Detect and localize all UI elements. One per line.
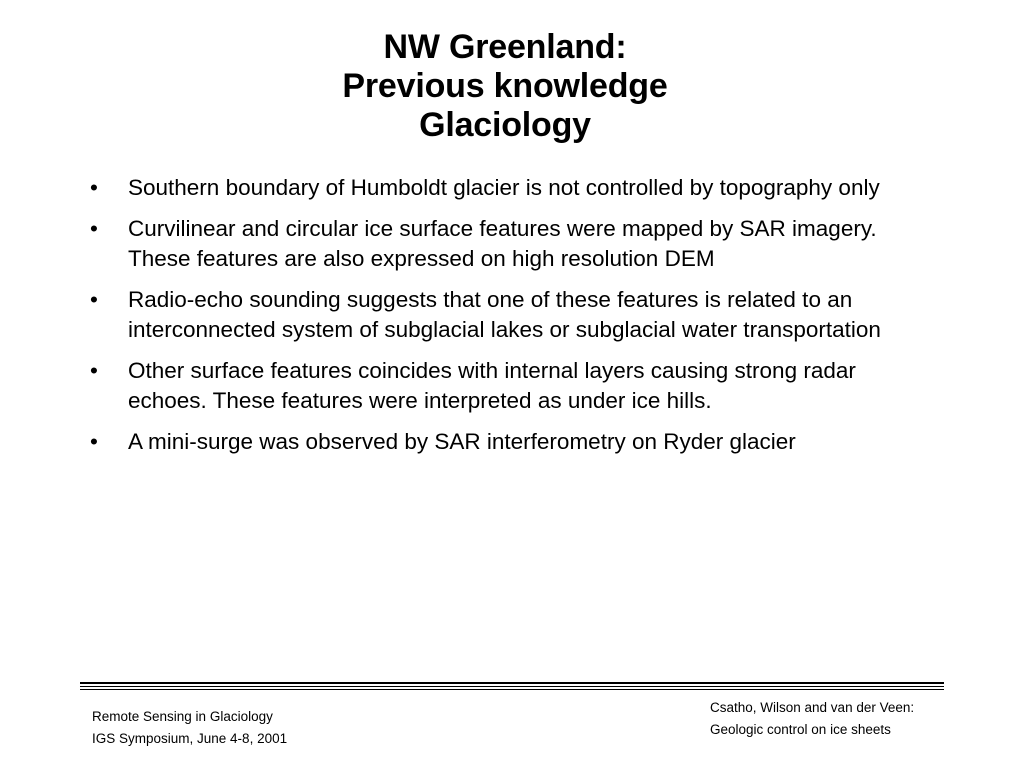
bullet-marker: • — [90, 216, 98, 241]
bullet-marker: • — [90, 287, 98, 312]
bullet-list — [90, 173, 900, 468]
footer-divider-thin — [80, 689, 944, 690]
bullet-text: Curvilinear and circular ice surface features were mapped by SAR imagery. These features are also expressed on high resolution DEM — [128, 216, 877, 271]
bullet-item — [90, 356, 900, 416]
bullet-marker: • — [90, 358, 98, 383]
slide-title — [0, 28, 1010, 145]
footer-divider-thin — [80, 686, 944, 687]
title-line-1: NW Greenland: — [383, 28, 627, 66]
bullet-text: Other surface features coincides with internal layers causing strong radar echoes. These features were interpreted as under ice hills. — [128, 358, 856, 413]
footer-talk-title: Geologic control on ice sheets — [710, 722, 891, 737]
bullet-item — [90, 427, 900, 457]
footer-course-name: Remote Sensing in Glaciology — [92, 709, 273, 724]
bullet-marker: • — [90, 175, 98, 200]
footer-right — [710, 697, 914, 741]
bullet-marker: • — [90, 429, 98, 454]
footer-symposium: IGS Symposium, June 4-8, 2001 — [92, 731, 288, 746]
footer-divider-thick — [80, 682, 944, 684]
bullet-text: A mini-surge was observed by SAR interferometry on Ryder glacier — [128, 429, 796, 454]
title-line-2: Previous knowledge — [342, 67, 668, 105]
bullet-item — [90, 285, 900, 345]
footer-authors: Csatho, Wilson and van der Veen: — [710, 700, 915, 715]
bullet-text: Radio-echo sounding suggests that one of these features is related to an interconnected system of subglacial lakes or subglacial water transportation — [128, 287, 881, 342]
bullet-text: Southern boundary of Humboldt glacier is not controlled by topography only — [128, 175, 880, 200]
bullet-item — [90, 173, 900, 203]
title-line-3: Glaciology — [419, 106, 591, 144]
bullet-item — [90, 214, 900, 274]
footer-left — [92, 706, 287, 750]
